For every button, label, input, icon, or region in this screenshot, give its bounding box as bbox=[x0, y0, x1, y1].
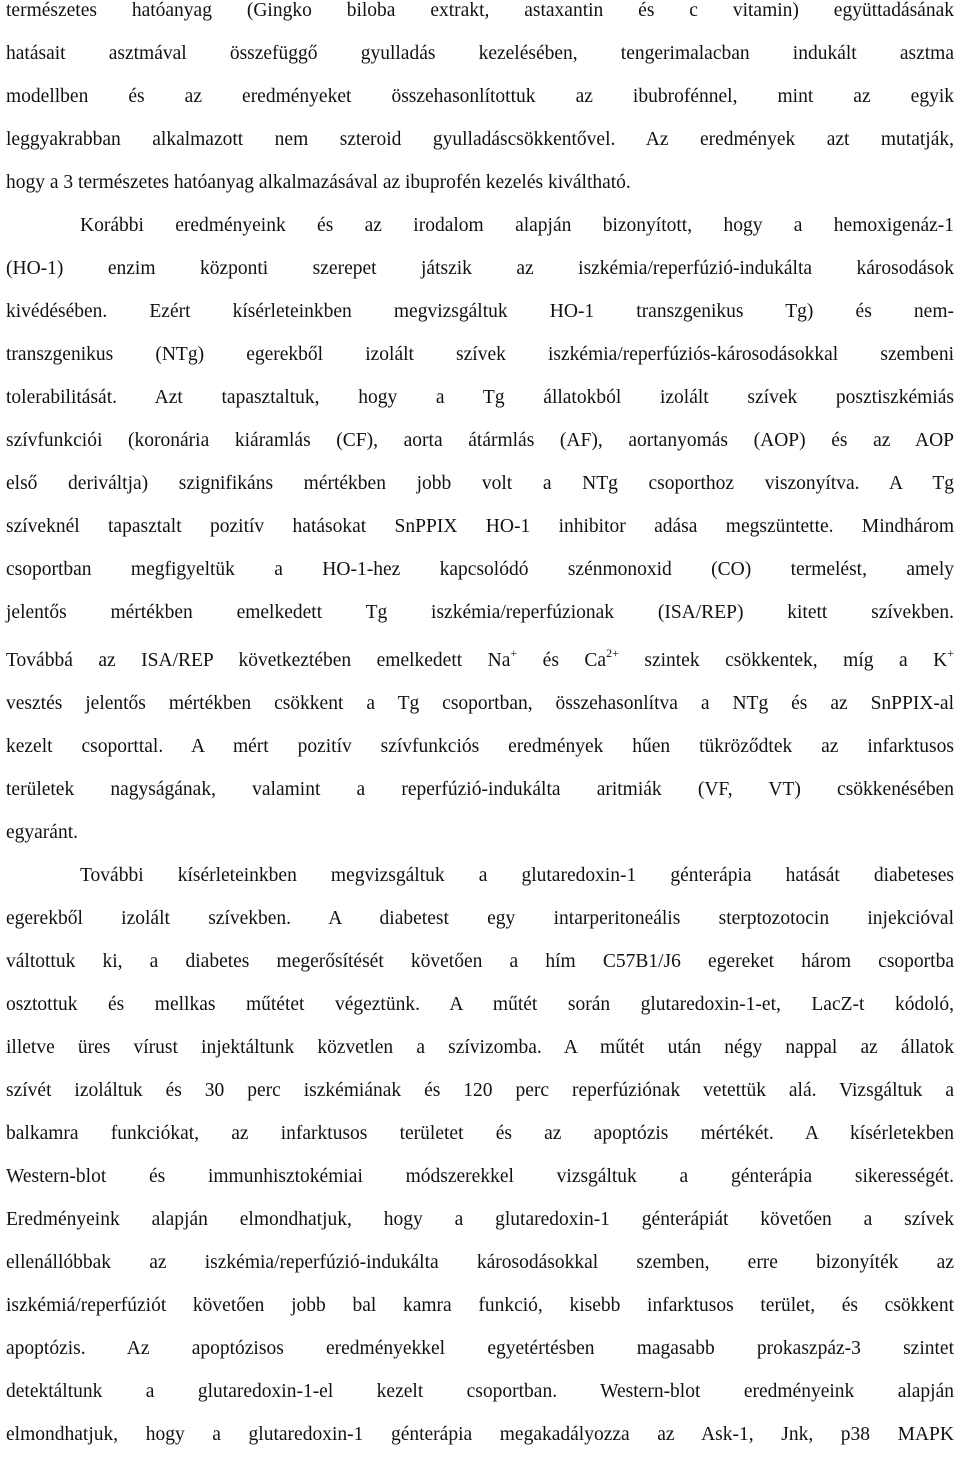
text-line: kivédésében. Ezért kísérleteinkben megvizsgáltuk HO-1 transzgenikus Tg) és nem- bbox=[6, 301, 954, 322]
text-line: hogy a 3 természetes hatóanyag alkalmazásával az ibuprofén kezelés kiváltható. bbox=[6, 172, 631, 193]
text-line: szívfunkciói (koronária kiáramlás (CF), aorta átármlás (AF), aortanyomás (AOP) és az AOP bbox=[6, 430, 954, 451]
text-line: tolerabilitását. Azt tapasztaltuk, hogy a Tg állatokból izolált szívek posztiszkémiás bbox=[6, 387, 954, 408]
text-line: modellben és az eredményeket összehasonlítottuk az ibubrofénnel, mint az egyik bbox=[6, 86, 954, 107]
superscript-na-charge: + bbox=[510, 646, 518, 660]
text-line: hatásait asztmával összefüggő gyulladás kezelésében, tengerimalacban indukált asztma bbox=[6, 43, 954, 64]
text-line: transzgenikus (NTg) egerekből izolált szívek iszkémia/reperfúziós-károsodásokkal szembeni bbox=[6, 344, 954, 365]
text-line: első deriváltja) szignifikáns mértékben jobb volt a NTg csoporthoz viszonyítva. A Tg bbox=[6, 473, 954, 494]
text-line: természetes hatóanyag (Gingko biloba extrakt, astaxantin és c vitamin) együttadásának bbox=[6, 0, 954, 21]
text-line: jelentős mértékben emelkedett Tg iszkémia/reperfúzionak (ISA/REP) kitett szívekben. bbox=[6, 602, 954, 623]
text-line: balkamra funkciókat, az infarktusos területet és az apoptózis mértékét. A kísérletekben bbox=[6, 1123, 954, 1144]
text-line: illetve üres vírust injektáltunk közvetlen a szívizomba. A műtét után négy nappal az állatok bbox=[6, 1037, 954, 1058]
text-line: egerekből izolált szívekben. A diabetest egy intarperitoneális sterptozotocin injekcióval bbox=[6, 908, 954, 929]
text-line: kezelt csoporttal. A mért pozitív szívfunkciós eredmények hűen tükröződtek az infarktusos bbox=[6, 736, 954, 757]
text-line-with-superscripts bbox=[6, 646, 954, 676]
superscript-k-charge: + bbox=[947, 646, 955, 660]
paragraph-first-line: Korábbi eredményeink és az irodalom alapján bizonyított, hogy a hemoxigenáz-1 bbox=[80, 215, 954, 236]
text-fragment: Továbbá az ISA/REP következtében emelkedett Na bbox=[6, 650, 511, 671]
text-line: egyaránt. bbox=[6, 822, 79, 843]
text-line: elmondhatjuk, hogy a glutaredoxin-1 génterápia megakadályozza az Ask-1, Jnk, p38 MAPK bbox=[6, 1424, 954, 1445]
text-fragment: és Ca bbox=[517, 650, 607, 671]
text-line: Western-blot és immunhisztokémiai módszerekkel vizsgáltuk a génterápia sikerességét. bbox=[6, 1166, 954, 1187]
text-line: detektáltunk a glutaredoxin-1-el kezelt csoportban. Western-blot eredményeink alapján bbox=[6, 1381, 954, 1402]
text-line: Eredményeink alapján elmondhatjuk, hogy a glutaredoxin-1 génterápiát követően a szívek bbox=[6, 1209, 954, 1230]
text-line: váltottuk ki, a diabetes megerősítését követően a hím C57B1/J6 egereket három csoportba bbox=[6, 951, 954, 972]
text-line: szívét izoláltuk és 30 perc iszkémiának és 120 perc reperfúziónak vetettük alá. Vizsgáltuk a bbox=[6, 1080, 954, 1101]
superscript-ca-charge: 2+ bbox=[606, 646, 619, 660]
text-line: (HO-1) enzim központi szerepet játszik az iszkémia/reperfúzió-indukálta károsodások bbox=[6, 258, 954, 279]
text-line: iszkémiá/reperfúziót követően jobb bal kamra funkció, kisebb infarktusos terület, és csökkent bbox=[6, 1295, 954, 1316]
text-line: vesztés jelentős mértékben csökkent a Tg csoportban, összehasonlítva a NTg és az SnPPIX-al bbox=[6, 693, 954, 714]
text-line: apoptózis. Az apoptózisos eredményekkel egyetértésben magasabb prokaszpáz-3 szintet bbox=[6, 1338, 954, 1359]
text-line: szíveknél tapasztalt pozitív hatásokat SnPPIX HO-1 inhibitor adása megszüntette. Mindhárom bbox=[6, 516, 954, 537]
text-line: ellenállóbbak az iszkémia/reperfúzió-indukálta károsodásokkal szemben, erre bizonyíték az bbox=[6, 1252, 954, 1273]
paragraph-first-line: További kísérleteinkben megvizsgáltuk a glutaredoxin-1 génterápia hatását diabeteses bbox=[80, 865, 954, 886]
text-line: csoportban megfigyeltük a HO-1-hez kapcsolódó szénmonoxid (CO) termelést, amely bbox=[6, 559, 954, 580]
text-line: leggyakrabban alkalmazott nem szteroid gyulladáscsökkentővel. Az eredmények azt mutatják, bbox=[6, 129, 954, 150]
text-line: osztottuk és mellkas műtétet végeztünk. A műtét során glutaredoxin-1-et, LacZ-t kódoló, bbox=[6, 994, 954, 1015]
text-line: területek nagyságának, valamint a reperfúzió-indukálta aritmiák (VF, VT) csökkenésében bbox=[6, 779, 954, 800]
text-fragment: szintek csökkentek, míg a K bbox=[618, 650, 948, 671]
